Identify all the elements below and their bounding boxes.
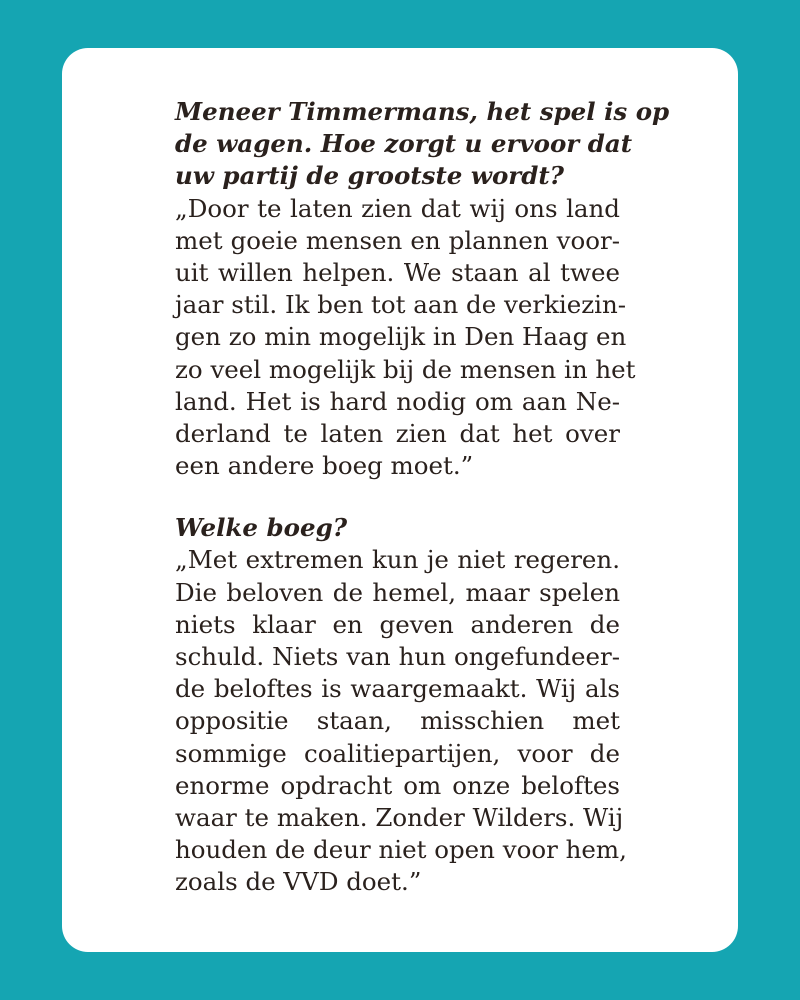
text-line: derland te laten zien dat het over [175,418,620,448]
text-line: schuld. Niets van hun ongefundeer- [175,642,620,671]
interview-text [175,96,670,899]
text-line: gen zo min mogelijk in Den Haag en [175,322,627,352]
text-line: oppositie staan, misschien met [175,706,620,736]
answer-2 [175,544,627,898]
text-line: enorme opdracht om onze beloftes [175,770,620,800]
text-line: Welke boeg? [175,513,348,543]
text-line: uw partij de grootste wordt? [175,161,565,191]
text-line: de wagen. Hoe zorgt u ervoor dat [175,129,633,159]
text-line: uit willen helpen. We staan al twee [175,257,620,287]
text-line: Die beloven de hemel, maar spelen [175,577,620,607]
text-line: met goeie mensen en plannen voor- [175,225,620,255]
text-line: Meneer Timmermans, het spel is op [175,97,670,126]
answer-1 [175,193,636,483]
text-line: „Met extremen kun je niet regeren. [175,545,620,575]
text-line: zoals de VVD doet.” [175,867,422,897]
text-line: zo veel mogelijk bij de mensen in het [175,354,636,384]
text-line: een andere boeg moet.” [175,451,474,481]
text-line: „Door te laten zien dat wij ons land [175,193,620,223]
text-line: land. Het is hard nodig om aan Ne- [175,386,620,416]
text-line: sommige coalitiepartijen, voor de [175,738,620,768]
text-line: waar te maken. Zonder Wilders. Wij [175,802,624,832]
question-2 [175,512,620,544]
text-line: de beloftes is waargemaakt. Wij als [175,674,620,704]
text-line: niets klaar en geven anderen de [175,609,620,639]
text-line: houden de deur niet open voor hem, [175,835,627,865]
text-line: jaar stil. Ik ben tot aan de verkiezin- [175,290,627,320]
question-1 [175,96,670,193]
